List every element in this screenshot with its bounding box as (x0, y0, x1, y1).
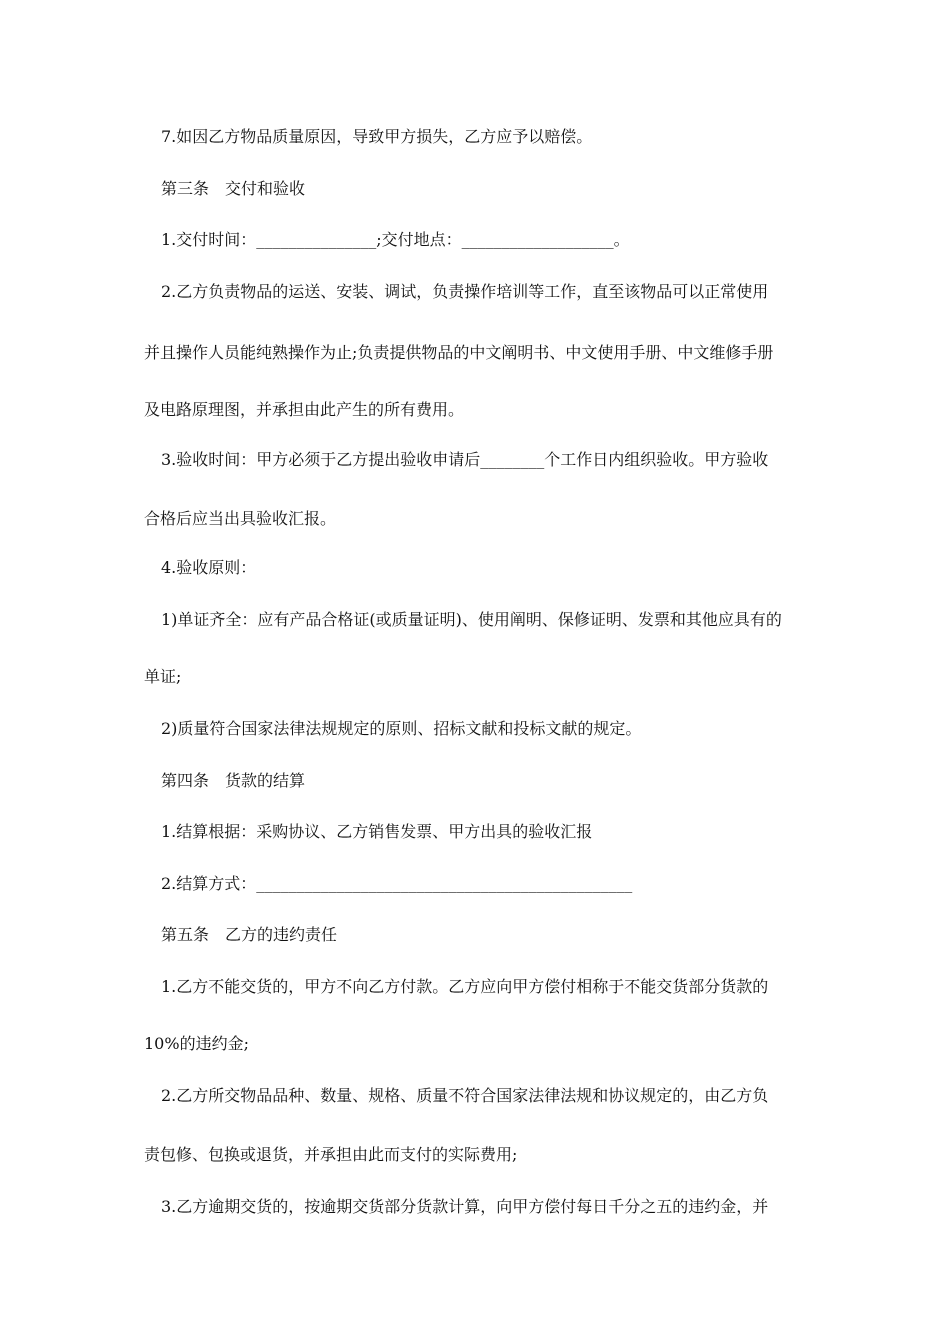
article-4-heading: 第四条 货款的结算 (161, 771, 306, 790)
breach-2-line-1: 2.乙方所交物品品种、数量、规格、质量不符合国家法律法规和协议规定的，由乙方负 (161, 1086, 769, 1105)
principle-2: 2)质量符合国家法律法规规定的原则、招标文献和投标文献的规定。 (161, 719, 642, 738)
delivery-time-place: 1.交付时间：_______________;交付地点：___________________。 (161, 230, 630, 249)
principle-1-line-2: 单证; (144, 667, 182, 686)
clause-3-7: 7.如因乙方物品质量原因，导致甲方损失，乙方应予以赔偿。 (161, 127, 593, 146)
breach-1-line-1: 1.乙方不能交货的，甲方不向乙方付款。乙方应向甲方偿付相称于不能交货部分货款的 (161, 977, 769, 996)
article-5-heading: 第五条 乙方的违约责任 (161, 925, 338, 944)
settlement-basis: 1.结算根据：采购协议、乙方销售发票、甲方出具的验收汇报 (161, 822, 593, 841)
acceptance-principles: 4.验收原则： (161, 558, 257, 577)
settlement-method: 2.结算方式：_______________________________________________ (161, 874, 633, 893)
breach-3-line-1: 3.乙方逾期交货的，按逾期交货部分货款计算，向甲方偿付每日千分之五的违约金，并 (161, 1197, 769, 1216)
acceptance-time-line-2: 合格后应当出具验收汇报。 (144, 509, 337, 528)
principle-1-line-1: 1)单证齐全：应有产品合格证(或质量证明)、使用阐明、保修证明、发票和其他应具有的 (161, 610, 782, 629)
delivery-clause-2-line-2: 并且操作人员能纯熟操作为止;负责提供物品的中文阐明书、中文使用手册、中文维修手册 (144, 343, 774, 362)
delivery-clause-2-line-1: 2.乙方负责物品的运送、安装、调试，负责操作培训等工作，直至该物品可以正常使用 (161, 282, 769, 301)
breach-1-line-2: 10%的违约金; (144, 1034, 249, 1053)
breach-2-line-2: 责包修、包换或退货，并承担由此而支付的实际费用; (144, 1145, 518, 1164)
delivery-clause-2-line-3: 及电路原理图，并承担由此产生的所有费用。 (144, 400, 465, 419)
article-3-heading: 第三条 交付和验收 (161, 179, 306, 198)
acceptance-time-line-1: 3.验收时间：甲方必须于乙方提出验收申请后________个工作日内组织验收。甲方验收 (161, 450, 769, 469)
